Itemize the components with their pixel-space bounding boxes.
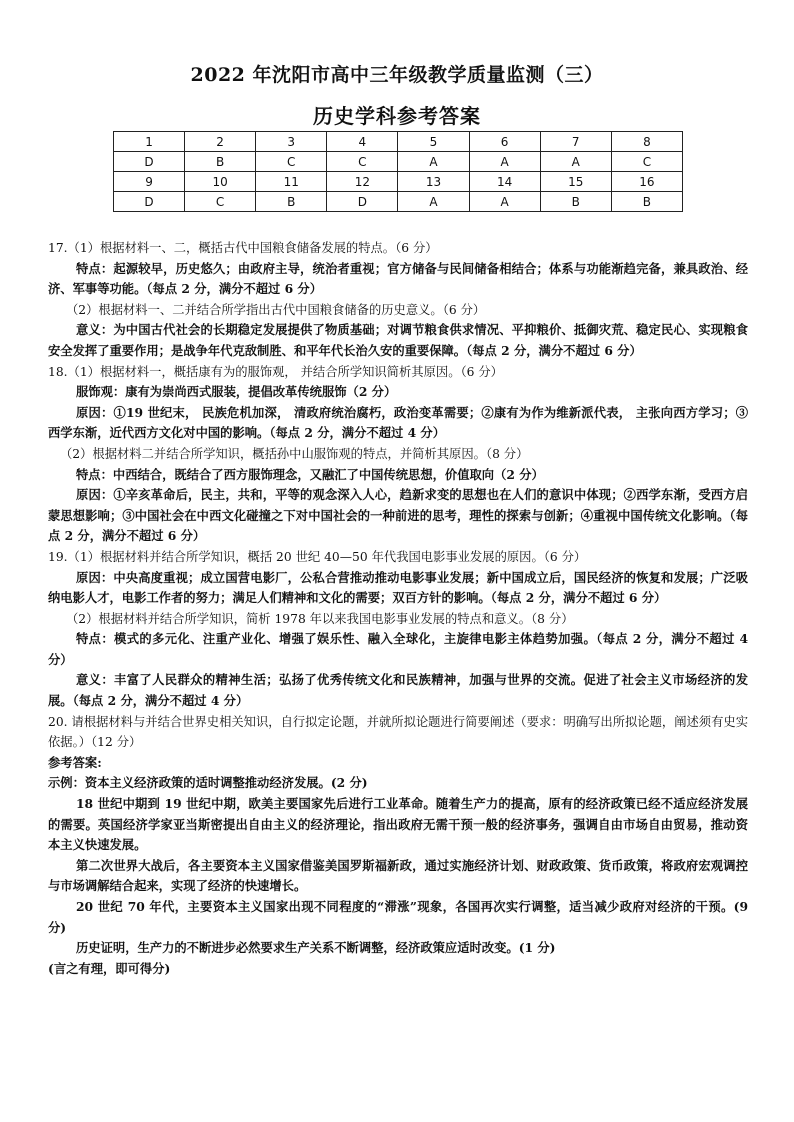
answer-table — [113, 131, 683, 212]
answer-table-row — [114, 132, 683, 152]
question-number-cell: 6 — [469, 132, 540, 152]
answer-18-1-reason: 原因：①19 世纪末， 民族危机加深， 清政府统治腐朽，政治变革需要；②康有为作为维新派代表， 主张向西方学习；③西学东渐，近代西方文化对中国的影响。（每点 2 分，满分不超过 4 分） — [48, 404, 748, 441]
answer-table-row — [114, 172, 683, 192]
essay-conclusion: 历史证明，生产力的不断进步必然要求生产关系不断调整，经济政策应适时改变。(1 分) — [76, 940, 556, 956]
question-number-cell: 9 — [114, 172, 185, 192]
essay-paragraph-2: 第二次世界大战后，各主要资本主义国家借鉴美国罗斯福新政，通过实施经济计划、财政政策、货币政策，将政府宏观调控与市场调解结合起来，实现了经济的快速增长。 — [48, 857, 748, 894]
answer-19-2-feature: 特点：模式的多元化、注重产业化、增强了娱乐性、融入全球化，主旋律电影主体趋势加强。（每点 2 分，满分不超过 4 分） — [48, 631, 748, 667]
question-number-cell: 14 — [469, 172, 540, 192]
question-number-cell: 12 — [327, 172, 398, 192]
answer-letter-cell: D — [327, 192, 398, 212]
answer-17-1: 特点：起源较早，历史悠久；由政府主导，统治者重视；官方储备与民间储备相结合；体系与功能渐趋完备，兼具政治、经济、军事等功能。（每点 2 分，满分不超过 6 分） — [48, 260, 748, 297]
answer-18-2-feature: 特点：中西结合，既结合了西方服饰理念，又融汇了中国传统思想，价值取向（2 分） — [76, 466, 544, 482]
question-number-cell: 11 — [256, 172, 327, 192]
question-number-cell: 1 — [114, 132, 185, 152]
answer-18-1-view: 服饰观：康有为崇尚西式服装，提倡改革传统服饰（2 分） — [76, 384, 397, 400]
question-18-2: （2）根据材料二并结合所学知识，概括孙中山服饰观的特点，并简析其原因。（8 分） — [60, 446, 529, 461]
example-thesis: 示例：资本主义经济政策的适时调整推动经济发展。(2 分) — [48, 775, 368, 791]
answer-18-2-reason: 原因：①辛亥革命后，民主，共和，平等的观念深入人心，趋新求变的思想也在人们的意识中体现；②西学东渐，受西方启蒙思想影响；③中国社会在中西文化碰撞之下对中国社会的一种前进的思考，理性的探索与创新；④重视中国传统文化影响。（每点 2 分，满分不超过 6 分） — [48, 487, 748, 544]
page-title: 2022 年沈阳市高中三年级教学质量监测（三） — [190, 64, 604, 86]
answer-letter-cell: B — [256, 192, 327, 212]
answer-letter-cell: C — [327, 152, 398, 172]
question-number-cell: 8 — [611, 132, 682, 152]
answer-letter-cell: A — [469, 152, 540, 172]
answer-17-2: 意义：为中国古代社会的长期稳定发展提供了物质基础；对调节粮食供求情况、平抑粮价、抵御灾荒、稳定民心、实现粮食安全发挥了重要作用；是战争年代克敌制胜、和平年代长治久安的重要保障。（每点 2 分，满分不超过 6 分） — [48, 322, 748, 358]
question-17-1: 17.（1）根据材料一、二，概括古代中国粮食储备发展的特点。（6 分） — [48, 241, 438, 255]
page-subtitle: 历史学科参考答案 — [313, 104, 481, 128]
question-number-cell: 3 — [256, 132, 327, 152]
answer-19-1: 原因：中央高度重视；成立国营电影厂，公私合营推动推动电影事业发展；新中国成立后，国民经济的恢复和发展；广泛吸纳电影人才，电影工作者的努力；满足人们精神和文化的需要；双百方针的影响。（每点 2 分，满分不超过 6 分） — [48, 569, 748, 606]
question-number-cell: 5 — [398, 132, 469, 152]
answer-letter-cell: A — [540, 152, 611, 172]
answer-table-row — [114, 192, 683, 212]
grading-note: (言之有理，即可得分) — [48, 960, 171, 976]
question-19-1: 19.（1）根据材料并结合所学知识，概括 20 世纪 40—50 年代我国电影事业发展的原因。（6 分） — [48, 549, 587, 564]
question-18-1: 18.（1）根据材料一，概括康有为的服饰观， 并结合所学知识简析其原因。（6 分） — [48, 364, 503, 379]
question-number-cell: 10 — [185, 172, 256, 192]
answer-content — [48, 238, 748, 979]
question-17-2: （2）根据材料一、二并结合所学指出古代中国粮食储备的历史意义。（6 分） — [66, 302, 486, 317]
answer-letter-cell: C — [185, 192, 256, 212]
answer-letter-cell: C — [256, 152, 327, 172]
question-20: 20. 请根据材料与并结合世界史相关知识，自行拟定论题，并就所拟论题进行简要阐述（要求：明确写出所拟论题，阐述须有史实依据。）（12 分） — [48, 714, 748, 750]
answer-letter-cell: C — [611, 152, 682, 172]
essay-paragraph-3: 20 世纪 70 年代，主要资本主义国家出现不同程度的“滞涨”现象，各国再次实行调整，适当减少政府对经济的干预。(9 分) — [48, 899, 748, 935]
answer-letter-cell: B — [540, 192, 611, 212]
question-19-2: （2）根据材料并结合所学知识，简析 1978 年以来我国电影事业发展的特点和意义。（8 分） — [66, 611, 574, 626]
answer-letter-cell: B — [611, 192, 682, 212]
answer-19-2-meaning: 意义：丰富了人民群众的精神生活；弘扬了优秀传统文化和民族精神，加强与世界的交流。促进了社会主义市场经济的发展。（每点 2 分，满分不超过 4 分） — [48, 672, 748, 709]
question-number-cell: 13 — [398, 172, 469, 192]
answer-letter-cell: A — [398, 152, 469, 172]
answer-letter-cell: A — [469, 192, 540, 212]
essay-paragraph-1: 18 世纪中期到 19 世纪中期，欧美主要国家先后进行工业革命。随着生产力的提高，原有的经济政策已经不适应经济发展的需要。英国经济学家亚当斯密提出自由主义的经济理论，指出政府无需干预一般的经济事务，强调自由市场自由贸易，推动资本主义快速发展。 — [48, 796, 748, 853]
question-number-cell: 16 — [611, 172, 682, 192]
answer-table-row — [114, 152, 683, 172]
question-number-cell: 4 — [327, 132, 398, 152]
answer-letter-cell: D — [114, 192, 185, 212]
reference-answer-label: 参考答案: — [48, 754, 102, 770]
answer-letter-cell: D — [114, 152, 185, 172]
question-number-cell: 15 — [540, 172, 611, 192]
question-number-cell: 2 — [185, 132, 256, 152]
answer-letter-cell: A — [398, 192, 469, 212]
question-number-cell: 7 — [540, 132, 611, 152]
answer-letter-cell: B — [185, 152, 256, 172]
